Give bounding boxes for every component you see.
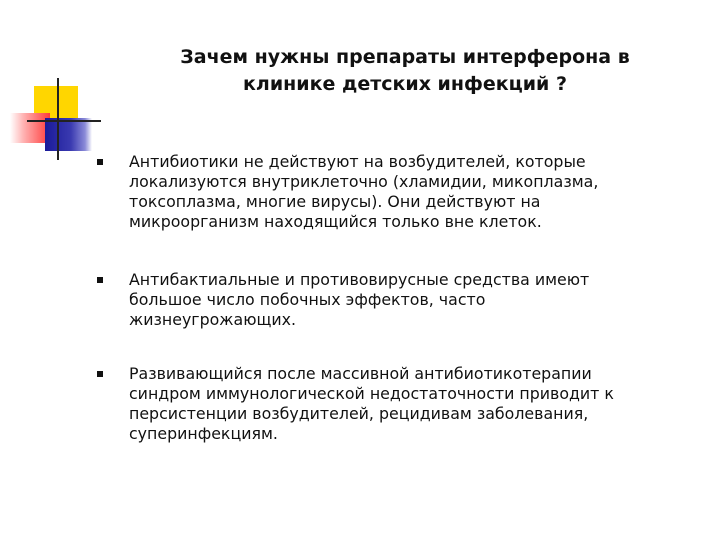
bullet-text: Антибактиальные и противовирусные средства имеют большое число побочных эффектов, часто жизнеугрожающих. <box>129 270 590 329</box>
slide-title-line-2: клинике детских инфекций ? <box>243 73 567 95</box>
bullet-item <box>97 364 677 444</box>
corner-ornament <box>0 0 110 170</box>
square-bullet-icon <box>97 159 103 165</box>
ornament-blue-gradient-block <box>45 118 92 151</box>
ornament-red-gradient-block <box>10 113 50 143</box>
square-bullet-icon <box>97 277 103 283</box>
slide-title <box>120 44 690 98</box>
square-bullet-icon <box>97 371 103 377</box>
ornament-vertical-line <box>57 78 59 160</box>
bullet-text: Развивающийся после массивной антибиотикотерапии синдром иммунологической недостаточности приводит к персистенции возбудителей, рецидивам заболевания, суперинфекциям. <box>129 364 614 443</box>
bullet-item <box>97 152 677 232</box>
bullet-text: Антибиотики не действуют на возбудителей, которые локализуются внутриклеточно (хламидии, микоплазма, токсоплазма, многие вирусы). Они действуют на микроорганизм находящийся только вне клеток. <box>129 152 599 231</box>
slide-title-line-1: Зачем нужны препараты интерферона в <box>180 46 630 68</box>
ornament-horizontal-line <box>27 120 101 122</box>
bullet-item <box>97 270 677 330</box>
